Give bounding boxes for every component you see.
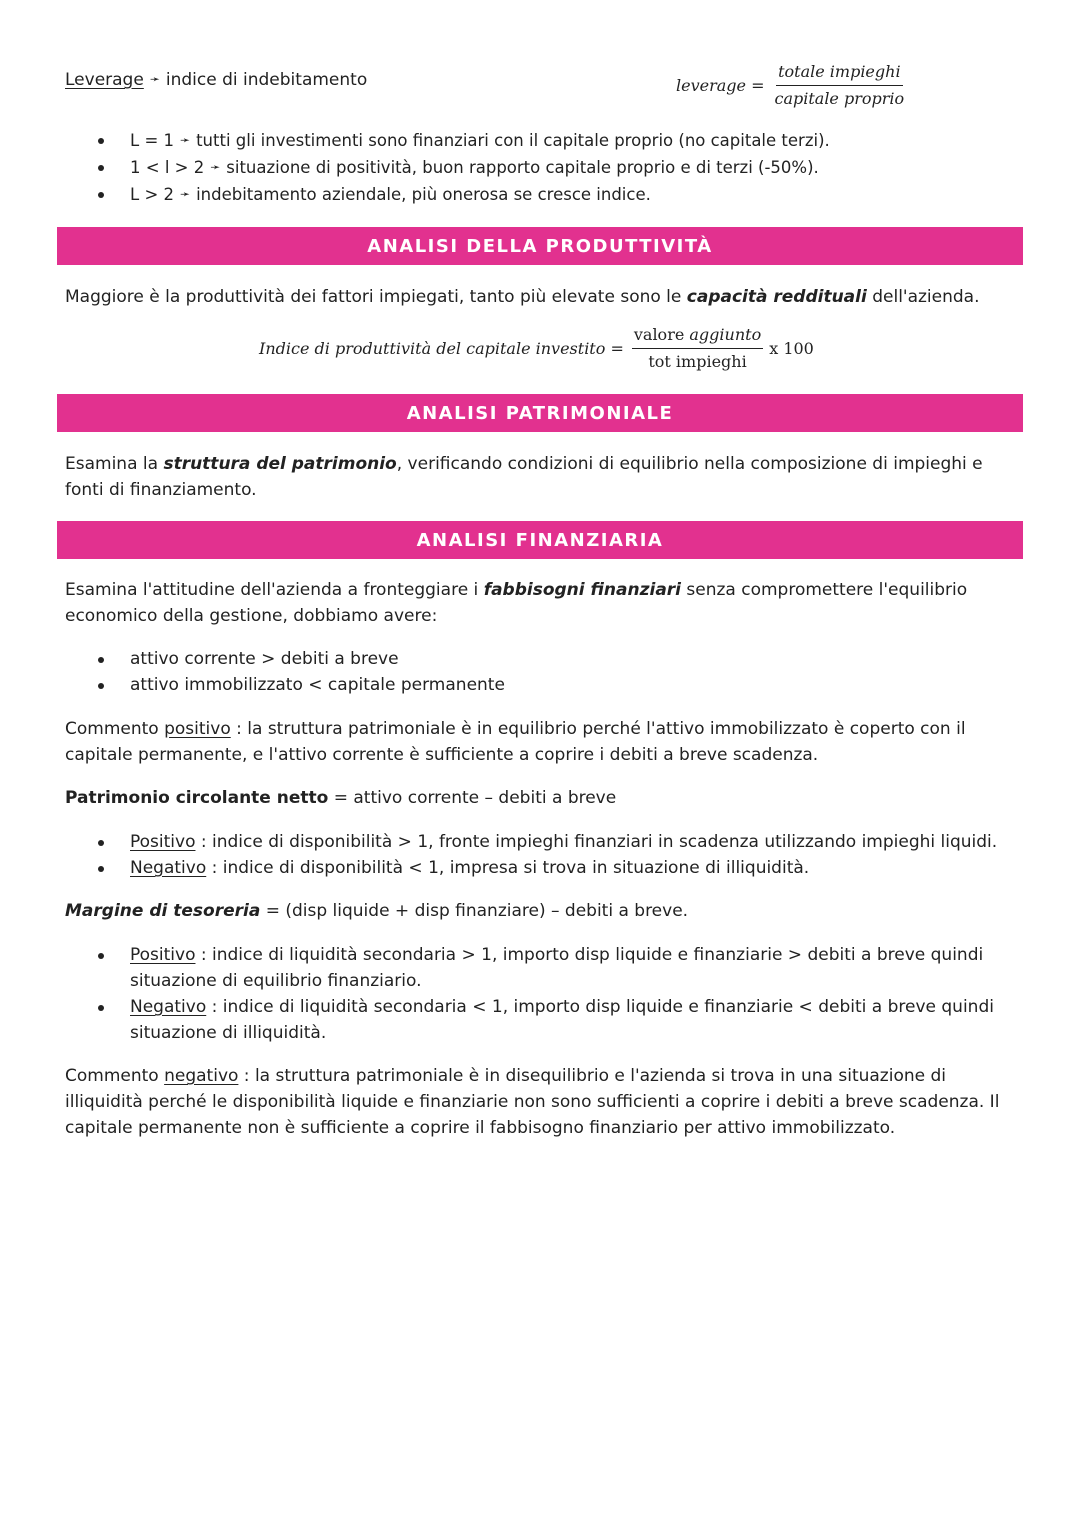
text-segment: : la struttura patrimoniale è in disequilibrio e l'azienda si trova in una situazione di illiquidità perché le disponibilità liquide e finanziarie non sono sufficienti a coprire i debiti a breve scadenza. Il capitale permanente non è sufficiente a coprire il fabbisogno finanziario per attivo immobilizzato.: [65, 1066, 1000, 1138]
list-item: [65, 181, 1025, 208]
emphasis: fabbisogni finanziari: [483, 580, 681, 600]
list-item: attivo corrente > debiti a breve: [65, 646, 1025, 672]
emphasis: struttura del patrimonio: [163, 454, 397, 474]
bullet-label: Positivo: [130, 945, 196, 965]
list-item: [65, 855, 1025, 881]
patrimonio-circolante-netto: [65, 785, 1020, 811]
bullet-text: situazione di positività, buon rapporto capitale proprio e di terzi (-50%).: [226, 158, 819, 177]
list-item: [65, 127, 1025, 154]
bullet-text: : indice di liquidità secondaria < 1, importo disp liquide e finanziarie < debiti a breve quindi situazione di illiquidità.: [130, 997, 994, 1043]
finanziaria-text: [65, 577, 1020, 629]
commento-negativo-label: negativo: [164, 1066, 239, 1086]
arrow-icon: ➛: [149, 72, 160, 86]
pcn-label: Patrimonio circolante netto: [65, 788, 329, 808]
bullet-lead: 1 < l > 2: [130, 158, 205, 177]
mt-label: Margine di tesoreria: [65, 901, 261, 921]
numerator-part: valore: [633, 325, 690, 344]
patrimoniale-text: [65, 451, 1020, 503]
list-item: attivo immobilizzato < capitale permanente: [65, 672, 1025, 698]
mt-list: [65, 942, 1025, 1046]
text-segment: Maggiore è la produttività dei fattori impiegati, tanto più elevate sono le: [65, 287, 687, 307]
bullet-label: Positivo: [130, 832, 196, 852]
bullet-text: tutti gli investimenti sono finanziari con il capitale proprio (no capitale terzi).: [196, 131, 830, 150]
text-segment: , verificando condizioni di equilibrio nella composizione di impieghi e fonti di finanziamento.: [65, 454, 983, 500]
produttivita-numerator: [632, 325, 763, 349]
leverage-fraction: [772, 62, 906, 109]
produttivita-multiplier: x 100: [769, 339, 814, 358]
produttivita-formula: [259, 325, 814, 372]
leverage-formula: [676, 62, 906, 109]
leverage-label: Leverage: [65, 70, 144, 90]
section-header-patrimoniale: ANALISI PATRIMONIALE: [57, 394, 1023, 432]
numerator-part: aggiunto: [689, 325, 762, 344]
bullet-text: : indice di disponibilità < 1, impresa si trova in situazione di illiquidità.: [206, 858, 810, 878]
leverage-denominator: capitale proprio: [774, 89, 905, 108]
text-segment: dell'azienda.: [866, 287, 980, 307]
text-segment: Esamina la: [65, 454, 164, 474]
text-segment: Commento: [65, 719, 165, 739]
commento-positivo-label: positivo: [164, 719, 231, 739]
commento-positivo: [65, 716, 1020, 768]
bullet-lead: L = 1: [130, 131, 175, 150]
produttivita-formula-lhs: Indice di produttività del capitale investito =: [259, 339, 624, 358]
list-item: [65, 829, 1025, 855]
produttivita-denominator: tot impieghi: [648, 352, 747, 371]
arrow-icon: ➛: [210, 160, 221, 174]
list-item: [65, 942, 1025, 994]
section-header-produttivita: ANALISI DELLA PRODUTTIVITÀ: [57, 227, 1023, 265]
text-segment: senza compromettere l'equilibrio economico della gestione, dobbiamo avere:: [65, 580, 968, 626]
leverage-formula-lhs: leverage =: [676, 76, 765, 95]
text-segment: Commento: [65, 1066, 165, 1086]
leverage-title: [65, 66, 367, 93]
text-segment: : la struttura patrimoniale è in equilibrio perché l'attivo immobilizzato è coperto con il capitale permanente, e l'attivo corrente è sufficiente a coprire i debiti a breve scadenza.: [65, 719, 966, 765]
list-item: [65, 994, 1025, 1046]
produttivita-text: [65, 284, 1020, 310]
bullet-lead: L > 2: [130, 185, 175, 204]
bullet-text: : indice di liquidità secondaria > 1, importo disp liquide e finanziarie > debiti a breve quindi situazione di equilibrio finanziario.: [130, 945, 984, 991]
text-segment: = attivo corrente – debiti a breve: [328, 788, 617, 808]
bullet-text: : indice di disponibilità > 1, fronte impieghi finanziari in scadenza utilizzando impieghi liquidi.: [195, 832, 998, 852]
bullet-text: indebitamento aziendale, più onerosa se cresce indice.: [196, 185, 651, 204]
leverage-title-rest: indice di indebitamento: [165, 70, 368, 90]
bullet-label: Negativo: [130, 997, 207, 1017]
produttivita-fraction: [632, 325, 763, 372]
arrow-icon: ➛: [180, 187, 191, 201]
text-segment: Esamina l'attitudine dell'azienda a fronteggiare i: [65, 580, 484, 600]
leverage-numerator: totale impieghi: [776, 62, 902, 86]
pcn-list: [65, 829, 1025, 881]
bullet-label: Negativo: [130, 858, 207, 878]
conditions-list: [65, 646, 1025, 698]
arrow-icon: ➛: [180, 133, 191, 147]
list-item: [65, 154, 1025, 181]
leverage-list: [65, 127, 1025, 208]
section-header-finanziaria: ANALISI FINANZIARIA: [57, 521, 1023, 559]
emphasis: capacità reddituali: [686, 287, 867, 307]
margine-di-tesoreria: [65, 898, 1020, 924]
commento-negativo: [65, 1063, 1020, 1141]
text-segment: = (disp liquide + disp finanziare) – debiti a breve.: [260, 901, 689, 921]
